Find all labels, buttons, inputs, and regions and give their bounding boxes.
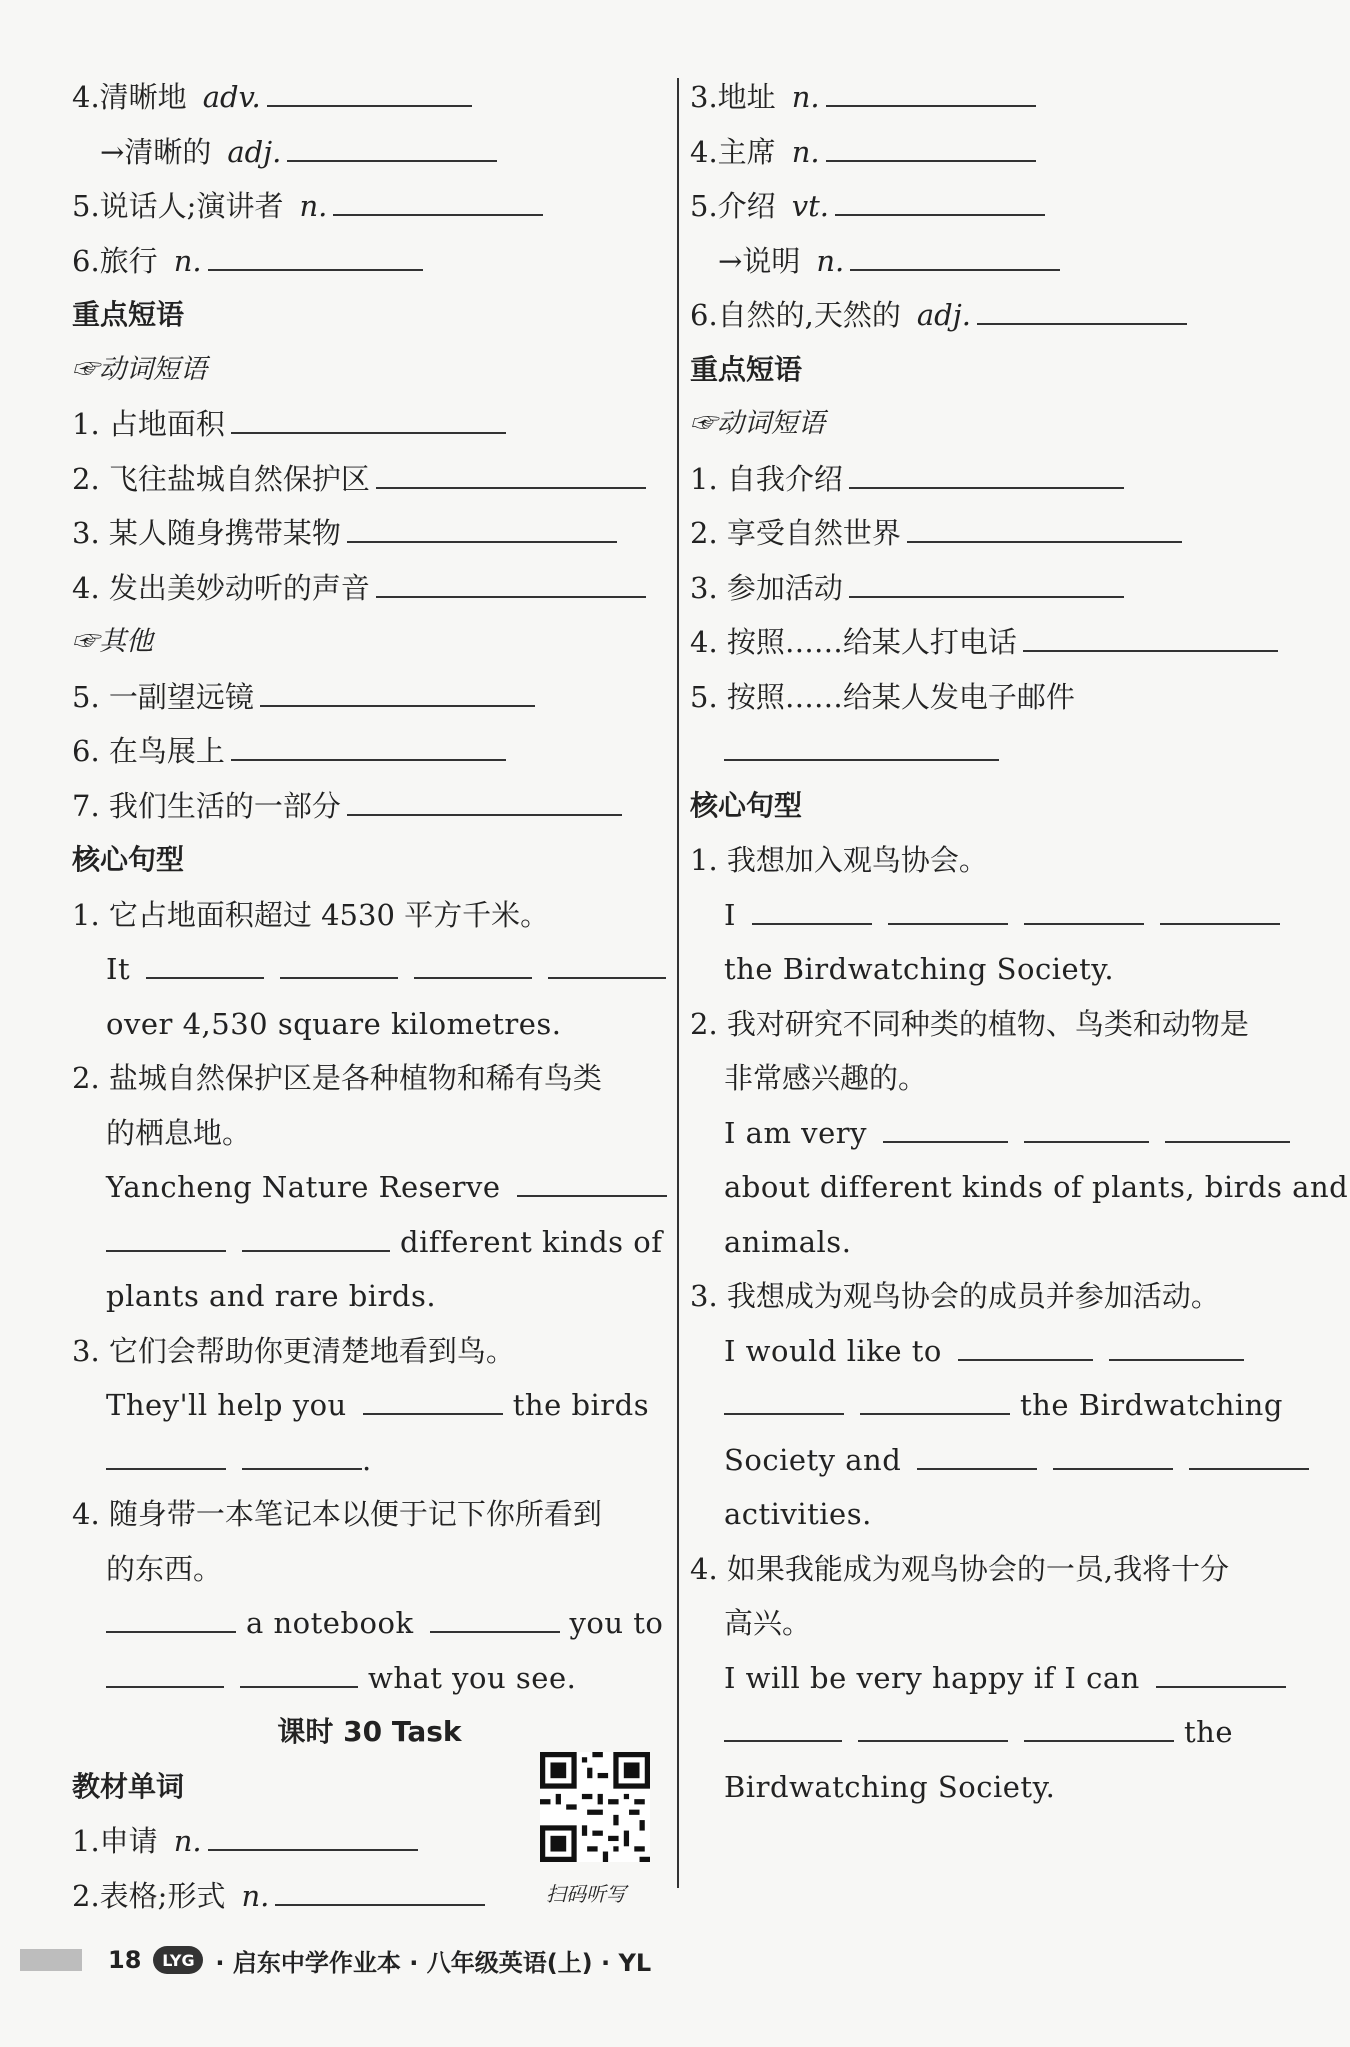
sentence-en: They'll help you the birds <box>72 1378 667 1433</box>
answer-blank[interactable] <box>860 1383 1010 1415</box>
word-item: 2.表格;形式 n. <box>72 1869 667 1924</box>
answer-blank[interactable] <box>907 511 1182 543</box>
answer-blank[interactable] <box>883 1111 1008 1143</box>
qr-label: 扫码听写 <box>546 1882 626 1906</box>
answer-blank[interactable] <box>835 184 1045 216</box>
sentence-cn: 2. 我对研究不同种类的植物、鸟类和动物是 <box>690 1006 1249 1041</box>
answer-blank[interactable] <box>888 893 1008 925</box>
sentence-en: Society and <box>690 1433 1290 1488</box>
answer-blank[interactable] <box>1024 1710 1174 1742</box>
answer-blank[interactable] <box>106 1438 226 1470</box>
sentence-en: . <box>72 1433 667 1488</box>
word-item: 6.旅行 n. <box>72 234 667 289</box>
sentence-cn: 3. 它们会帮助你更清楚地看到鸟。 <box>72 1333 515 1368</box>
sub-heading: ☞动词短语 <box>690 408 825 439</box>
phrase-item: 3. 参加活动 <box>690 561 1290 616</box>
sentence-en: activities. <box>724 1497 872 1531</box>
answer-blank[interactable] <box>850 239 1060 271</box>
sentence-en: what you see. <box>72 1651 667 1706</box>
answer-blank[interactable] <box>347 784 622 816</box>
word-item: 3.地址 n. <box>690 70 1290 125</box>
answer-blank[interactable] <box>106 1601 236 1633</box>
sentence-cn: 2. 盐城自然保护区是各种植物和稀有鸟类 <box>72 1061 602 1095</box>
answer-blank[interactable] <box>849 457 1124 489</box>
page-number: 18 <box>108 1946 142 1974</box>
sentence-en: the <box>690 1705 1290 1760</box>
answer-blank[interactable] <box>231 729 506 761</box>
answer-blank[interactable] <box>287 130 497 162</box>
book-title: · 启东中学作业本 · 八年级英语(上) · YL <box>215 1948 652 1977</box>
sentence-cn: 高兴。 <box>724 1606 812 1640</box>
word-item: →说明 n. <box>690 234 1290 289</box>
phrase-item: 6. 在鸟展上 <box>72 724 667 779</box>
answer-blank[interactable] <box>724 729 999 761</box>
footer-bar <box>20 1949 82 1971</box>
answer-blank[interactable] <box>1165 1111 1290 1143</box>
sentence-en: plants and rare birds. <box>106 1279 437 1313</box>
answer-blank[interactable] <box>242 1438 362 1470</box>
section-heading: 核心句型 <box>72 843 185 876</box>
answer-blank[interactable] <box>376 566 646 598</box>
answer-blank[interactable] <box>280 947 398 979</box>
sentence-en: I <box>690 888 1290 943</box>
word-item: 4.清晰地 adv. <box>72 70 667 125</box>
word-item: 1.申请 n. <box>72 1814 667 1869</box>
answer-blank[interactable] <box>826 75 1036 107</box>
publisher-logo: LYG <box>153 1946 203 1974</box>
answer-blank[interactable] <box>146 947 264 979</box>
word-item: 4.主席 n. <box>690 125 1290 180</box>
sentence-cn: 4. 随身带一本笔记本以便于记下你所看到 <box>72 1497 602 1531</box>
section-heading: 教材单词 <box>72 1769 185 1803</box>
sentence-cn: 的栖息地。 <box>106 1115 252 1150</box>
sentence-en: Yancheng Nature Reserve <box>72 1160 667 1215</box>
sentence-en: I will be very happy if I can <box>690 1651 1290 1706</box>
answer-blank[interactable] <box>1023 620 1278 652</box>
sentence-en: I would like to <box>690 1324 1290 1379</box>
answer-blank[interactable] <box>977 293 1187 325</box>
qr-code-icon[interactable] <box>540 1752 650 1862</box>
answer-blank[interactable] <box>752 893 872 925</box>
sentence-cn: 的东西。 <box>106 1551 223 1586</box>
word-item: 6.自然的,天然的 adj. <box>690 288 1290 343</box>
answer-blank[interactable] <box>376 457 646 489</box>
answer-blank[interactable] <box>1189 1438 1309 1470</box>
phrase-item: 4. 按照……给某人打电话 <box>690 615 1290 670</box>
sentence-en: animals. <box>724 1224 852 1259</box>
answer-blank[interactable] <box>240 1656 358 1688</box>
answer-blank[interactable] <box>548 947 666 979</box>
answer-blank[interactable] <box>260 675 535 707</box>
sentence-cn: 3. 我想成为观鸟协会的成员并参加活动。 <box>690 1279 1220 1313</box>
section-heading: 核心句型 <box>690 788 803 822</box>
sentence-cn: 4. 如果我能成为观鸟协会的一员,我将十分 <box>690 1551 1230 1586</box>
phrase-item: 5. 按照……给某人发电子邮件 <box>690 679 1075 714</box>
answer-blank[interactable] <box>1160 893 1280 925</box>
section-heading: 重点短语 <box>690 352 803 386</box>
answer-blank[interactable] <box>363 1383 503 1415</box>
answer-blank[interactable] <box>858 1710 1008 1742</box>
answer-blank[interactable] <box>231 402 506 434</box>
sentence-en: a notebook you to <box>72 1596 667 1651</box>
sentence-en: Birdwatching Society. <box>724 1769 1056 1804</box>
lesson-title: 课时 30 Task <box>277 1715 462 1748</box>
phrase-item <box>690 724 1290 779</box>
answer-blank[interactable] <box>208 1819 418 1851</box>
sentence-cn: 1. 它占地面积超过 4530 平方千米。 <box>72 897 550 932</box>
answer-blank[interactable] <box>917 1438 1037 1470</box>
word-item: 5.说话人;演讲者 n. <box>72 179 667 234</box>
answer-blank[interactable] <box>347 511 617 543</box>
sentence-en: different kinds of <box>72 1215 667 1270</box>
left-column <box>72 70 667 1923</box>
phrase-item: 7. 我们生活的一部分 <box>72 779 667 834</box>
word-item: 5.介绍 vt. <box>690 179 1290 234</box>
phrase-item: 5. 一副望远镜 <box>72 670 667 725</box>
sentence-en: the Birdwatching <box>690 1378 1290 1433</box>
answer-blank[interactable] <box>517 1165 667 1197</box>
sentence-en: I am very <box>690 1106 1290 1161</box>
page-footer <box>20 1940 651 1980</box>
sentence-cn: 1. 我想加入观鸟协会。 <box>690 843 988 877</box>
answer-blank[interactable] <box>1053 1438 1173 1470</box>
answer-blank[interactable] <box>242 1220 390 1252</box>
phrase-item: 4. 发出美妙动听的声音 <box>72 561 667 616</box>
sentence-cn: 非常感兴趣的。 <box>724 1061 928 1095</box>
sentence-en: over 4,530 square kilometres. <box>106 1006 562 1041</box>
answer-blank[interactable] <box>333 184 543 216</box>
answer-blank[interactable] <box>849 566 1124 598</box>
answer-blank[interactable] <box>1109 1329 1244 1361</box>
word-item: →清晰的 adj. <box>72 125 667 180</box>
sub-heading: ☞动词短语 <box>72 353 207 385</box>
answer-blank[interactable] <box>430 1601 560 1633</box>
phrase-item: 1. 占地面积 <box>72 397 667 452</box>
answer-blank[interactable] <box>724 1383 844 1415</box>
sentence-en: It <box>72 942 667 997</box>
answer-blank[interactable] <box>208 239 423 271</box>
answer-blank[interactable] <box>1024 893 1144 925</box>
answer-blank[interactable] <box>275 1874 485 1906</box>
answer-blank[interactable] <box>724 1710 842 1742</box>
sentence-en: about different kinds of plants, birds and <box>724 1170 1349 1204</box>
answer-blank[interactable] <box>106 1656 224 1688</box>
answer-blank[interactable] <box>1156 1656 1286 1688</box>
section-heading: 重点短语 <box>72 298 185 331</box>
phrase-item: 3. 某人随身携带某物 <box>72 506 667 561</box>
sub-heading: ☞其他 <box>72 626 153 657</box>
answer-blank[interactable] <box>1024 1111 1149 1143</box>
answer-blank[interactable] <box>414 947 532 979</box>
answer-blank[interactable] <box>267 75 472 107</box>
answer-blank[interactable] <box>958 1329 1093 1361</box>
sentence-en: the Birdwatching Society. <box>724 952 1115 986</box>
phrase-item: 2. 享受自然世界 <box>690 506 1290 561</box>
answer-blank[interactable] <box>826 130 1036 162</box>
answer-blank[interactable] <box>106 1220 226 1252</box>
column-divider <box>677 78 679 1888</box>
right-column <box>690 70 1349 1814</box>
phrase-item: 2. 飞往盐城自然保护区 <box>72 452 667 507</box>
phrase-item: 1. 自我介绍 <box>690 452 1290 507</box>
